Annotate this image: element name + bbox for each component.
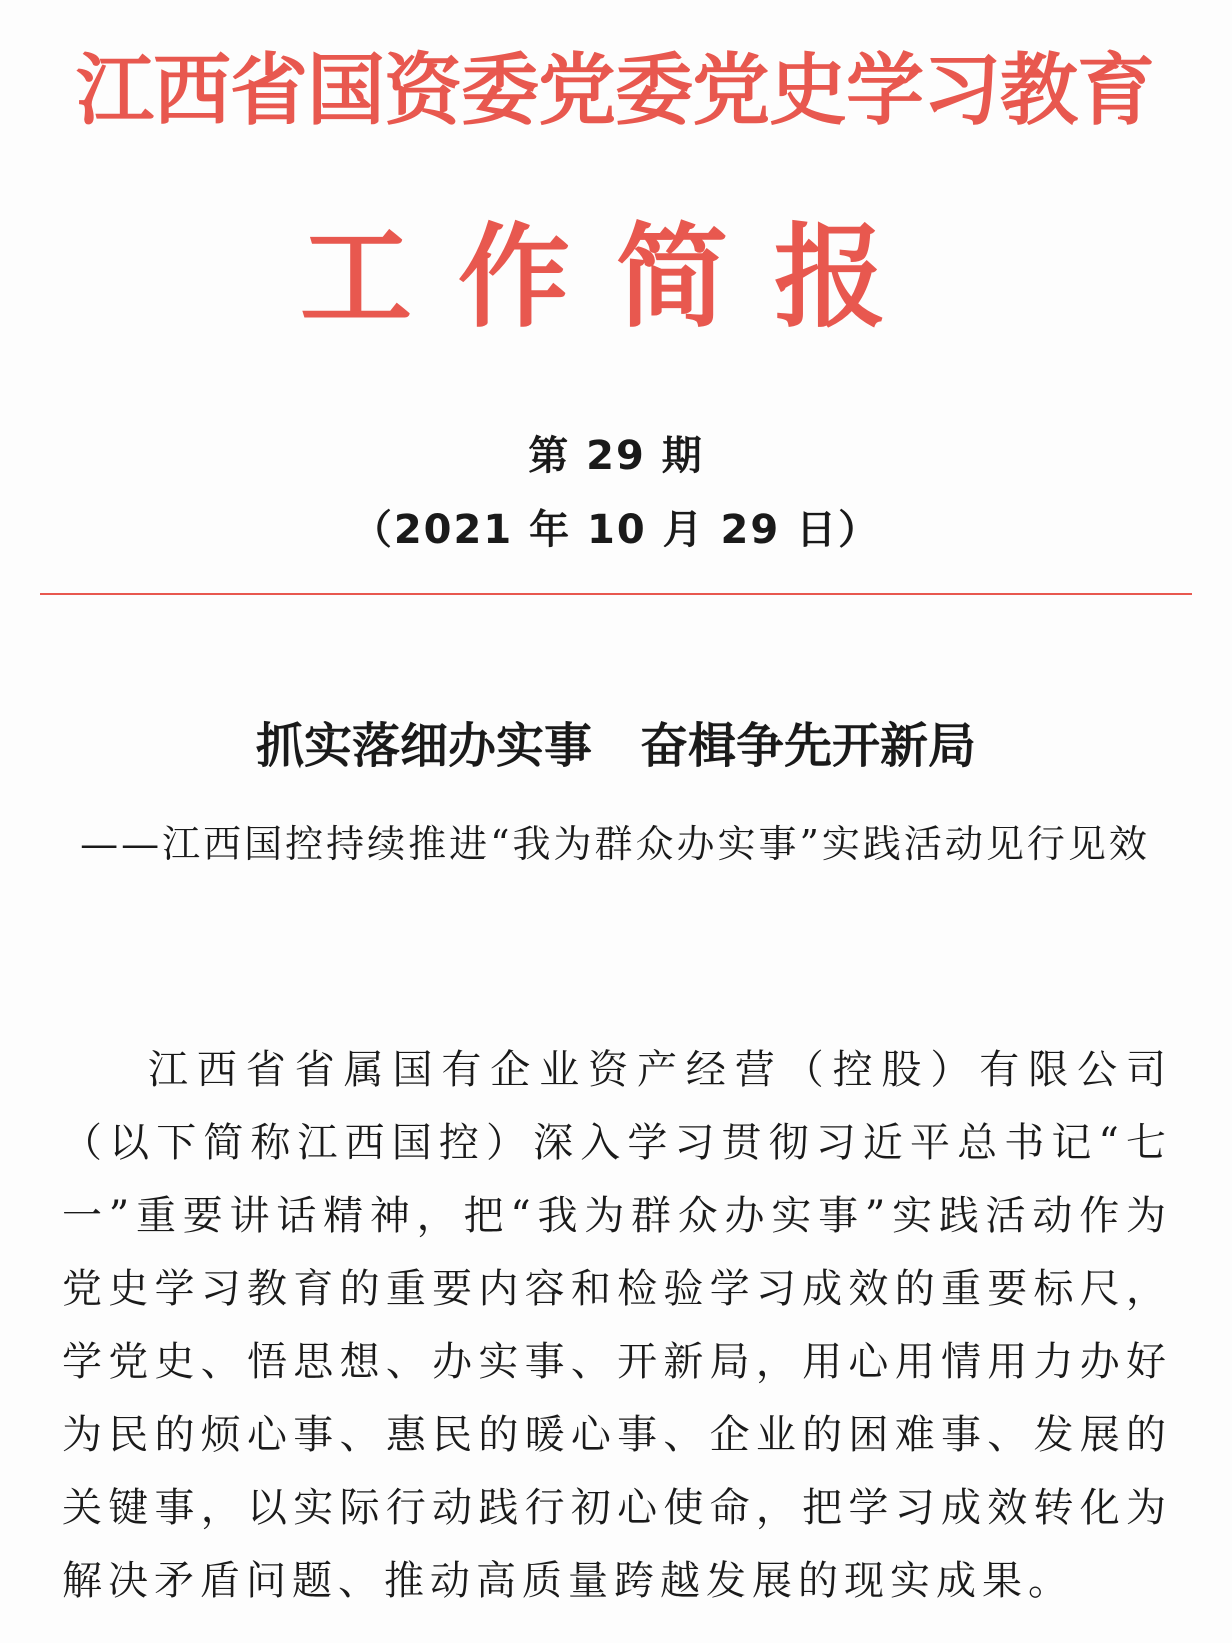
- article-body: 江西省省属国有企业资产经营（控股）有限公司（以下简称江西国控）深入学习贯彻习近平总书记“七一”重要讲话精神，把“我为群众办实事”实践活动作为党史学习教育的重要内容和检验学习成效的重要标尺，学党史、悟思想、办实事、开新局，用心用情用力办好为民的烦心事、惠民的暖心事、企业的困难事、发展的关键事，以实际行动践行初心使命，把学习成效转化为解决矛盾问题、推动高质量跨越发展的现实成果。: [62, 1047, 1172, 1604]
- article-subtitle: ——江西国控持续推进“我为群众办实事”实践活动见行见效: [80, 822, 1150, 866]
- masthead-title: 工作简报: [300, 212, 932, 343]
- masthead-divider: [40, 593, 1192, 595]
- masthead-organization: 江西省国资委党委党史学习教育: [75, 45, 1154, 136]
- article-title: 抓实落细办实事 奋楫争先开新局: [255, 718, 976, 774]
- issue-number: 第 29 期: [528, 433, 704, 479]
- issue-date: （2021 年 10 月 29 日）: [351, 507, 881, 553]
